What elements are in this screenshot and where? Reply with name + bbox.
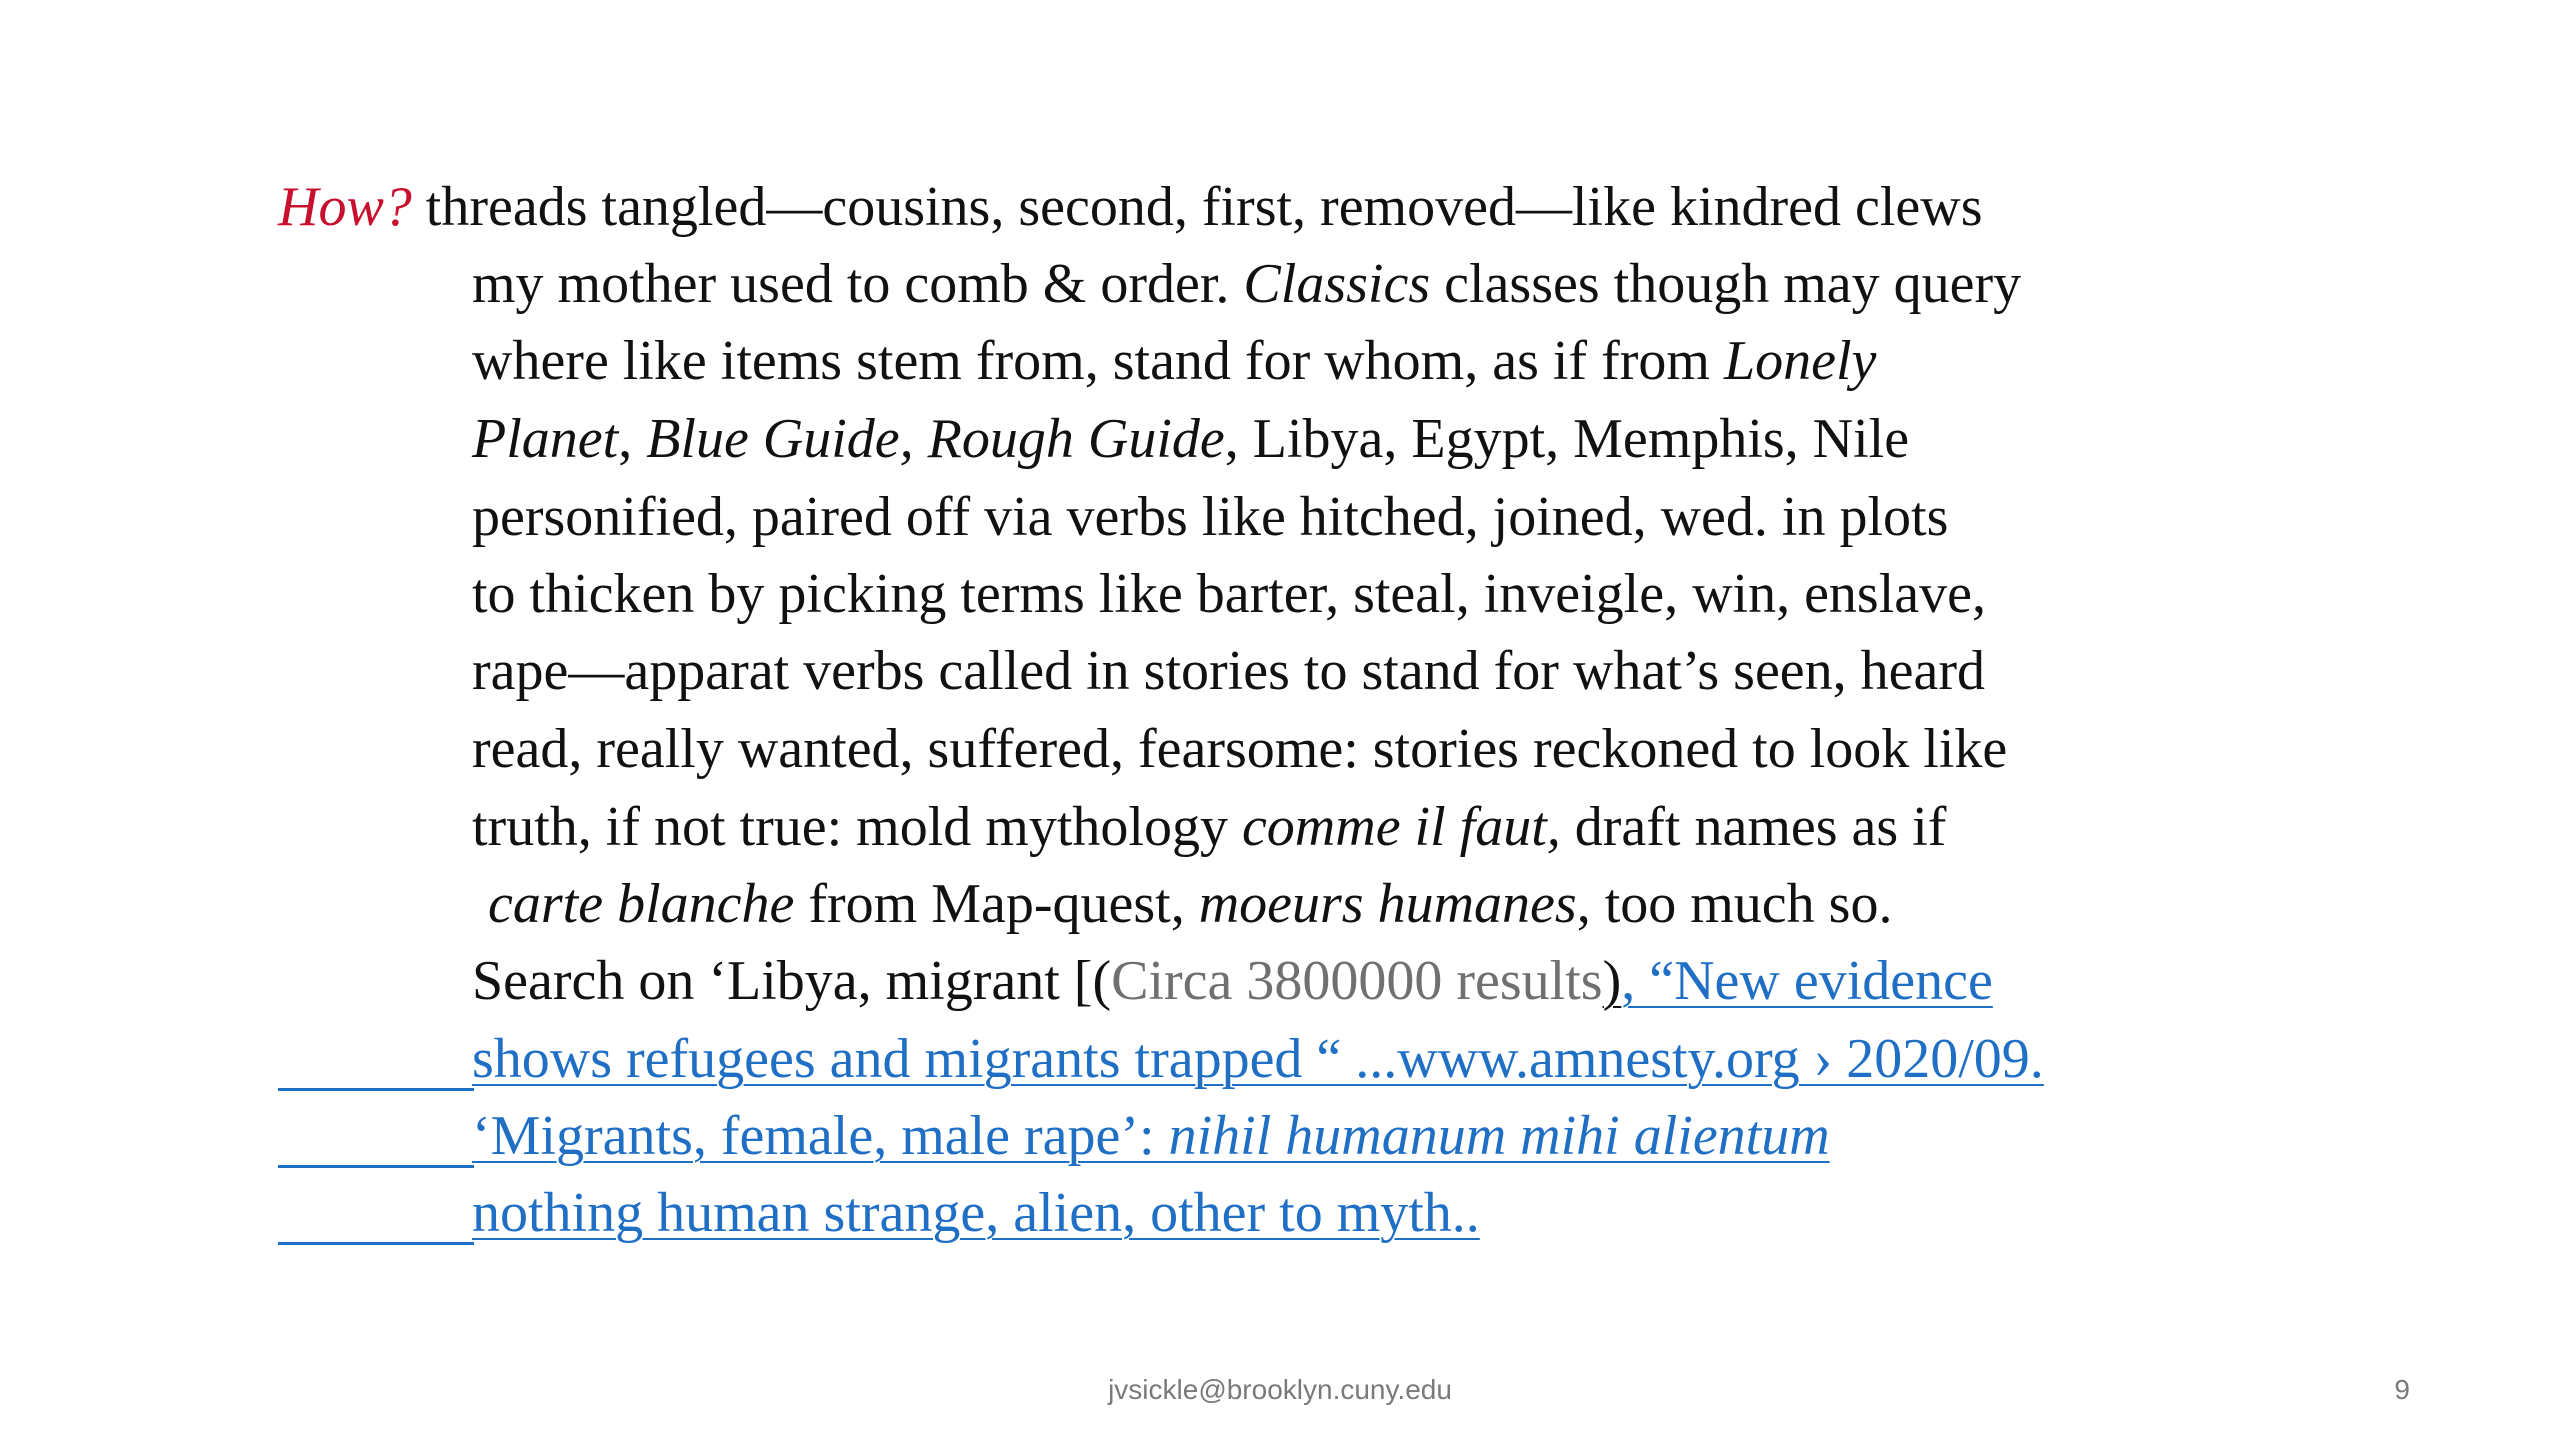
poem-line-5: personified, paired off via verbs like hitched, joined, wed. in plots <box>472 486 1949 548</box>
line-2-text-c: classes though may query <box>1430 253 2022 315</box>
poem-line-1 <box>278 168 1983 246</box>
line-4-text-b: , <box>618 408 647 470</box>
poem-line-7: rape—apparat verbs called in stories to stand for what’s seen, heard <box>472 640 1986 702</box>
line-11-text-a: Search on ‘Libya, migrant [( <box>472 950 1112 1012</box>
page-number: 9 <box>2394 1374 2410 1405</box>
line-11-link-paren[interactable]: ) <box>1602 950 1622 1012</box>
line-9-text-a: truth, if not true: mold mythology <box>472 796 1242 858</box>
rape-search-link[interactable] <box>472 1097 1830 1175</box>
amnesty-link-line[interactable]: shows refugees and migrants trapped “ ...www.amnesty.org › 2020/09. <box>472 1028 2044 1090</box>
link-indent-rule-1 <box>278 1088 474 1091</box>
latin-quote: nihil humanum mihi alientum <box>1168 1105 1830 1167</box>
line-10-italic-a: carte blanche <box>488 873 795 935</box>
poem-line-10 <box>488 865 1892 943</box>
poem-line-3 <box>472 322 1876 400</box>
poem-line-9 <box>472 788 1946 866</box>
line-1-text: threads tangled—cousins, second, first, removed—like kindred clews <box>411 176 1983 238</box>
line-10-text-d: , too much so. <box>1576 873 1893 935</box>
search-result-count: Circa 3800000 results <box>1111 950 1603 1012</box>
poem-line-2 <box>472 245 2021 323</box>
amnesty-link-start[interactable]: , “New evidence <box>1621 950 1993 1012</box>
line-10-text-b: from Map-quest, <box>794 873 1199 935</box>
poem-line-8: read, really wanted, suffered, fearsome: stories reckoned to look like <box>472 718 2008 780</box>
myth-link-line[interactable]: nothing human strange, alien, other to myth.. <box>472 1182 1480 1244</box>
poem-line-6: to thicken by picking terms like barter, steal, inveigle, win, enslave, <box>472 563 1986 625</box>
line-9-italic: comme il faut, <box>1241 796 1561 858</box>
poem-line-11 <box>472 942 1993 1020</box>
link-indent-rule-3 <box>278 1242 474 1245</box>
line-13-text-a: ‘Migrants, female, male rape’: <box>472 1105 1169 1167</box>
line-9-text-c: draft names as if <box>1560 796 1947 858</box>
link-indent-rule-2 <box>278 1165 474 1168</box>
line-2-text-a: my mother used to comb & order. <box>472 253 1244 315</box>
line-10-italic-c: moeurs humanes <box>1198 873 1577 935</box>
line-4-italic-a: Planet <box>472 408 619 470</box>
how-question: How? <box>278 176 412 238</box>
line-3-italic: Lonely <box>1723 330 1877 392</box>
line-3-text-a: where like items stem from, stand for whom, as if from <box>472 330 1724 392</box>
line-4-italic-c: Blue Guide, Rough Guide <box>646 408 1225 470</box>
line-2-italic: Classics <box>1243 253 1431 315</box>
line-4-text-d: , Libya, Egypt, Memphis, Nile <box>1224 408 1910 470</box>
footer-email: jvsickle@brooklyn.cuny.edu <box>1108 1374 1452 1405</box>
poem-line-4 <box>472 400 1909 478</box>
